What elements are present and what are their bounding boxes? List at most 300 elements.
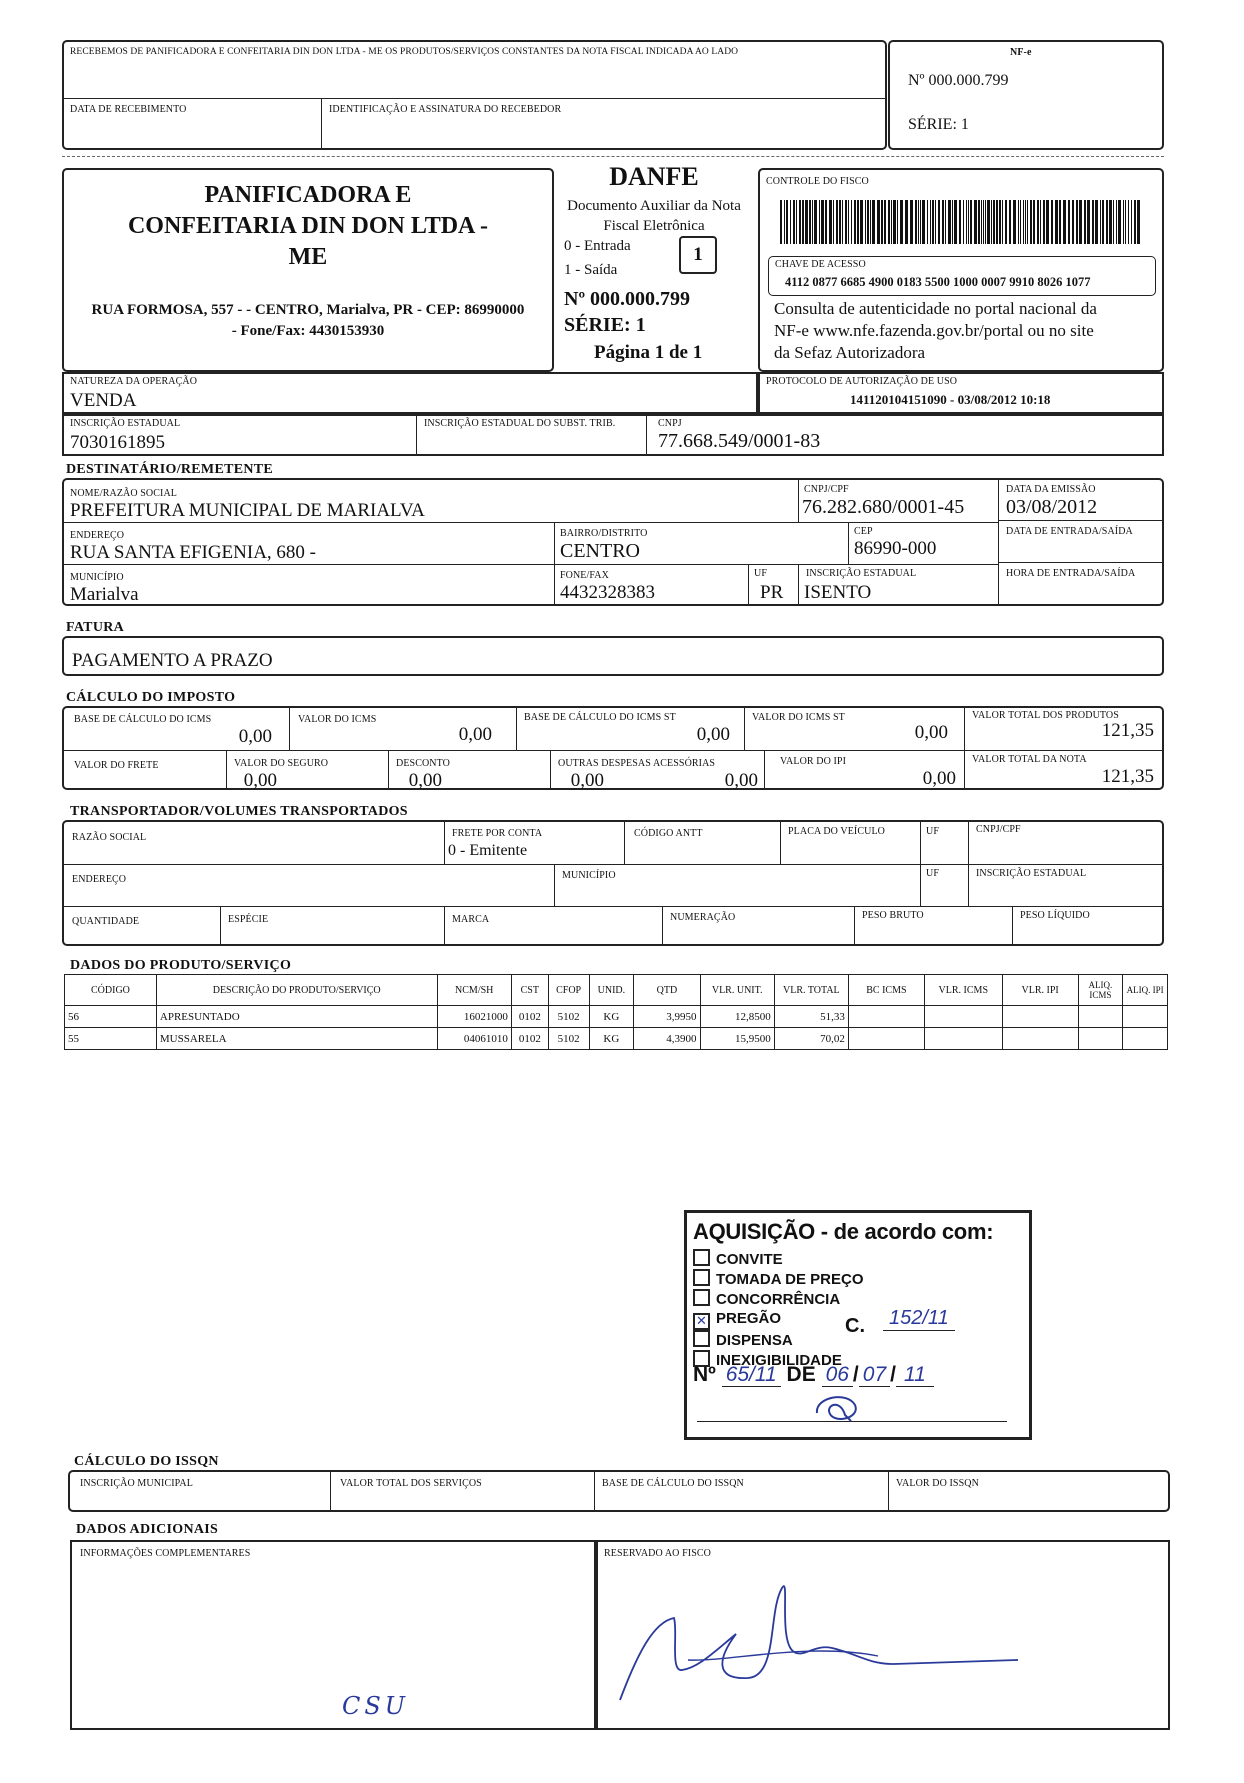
barcode-bar — [920, 200, 921, 244]
barcode-bar — [790, 200, 791, 244]
barcode-bar — [1005, 200, 1007, 244]
barcode-bar — [784, 200, 785, 244]
emitente-box — [62, 168, 554, 372]
trans-marca-label: MARCA — [452, 914, 490, 925]
barcode-bar — [910, 200, 913, 244]
dest-bairro-label: BAIRRO/DISTRITO — [560, 528, 648, 539]
col-aliq-icms: ALIQ. ICMS — [1078, 975, 1123, 1006]
trans-endereco-label: ENDEREÇO — [72, 874, 127, 885]
barcode-bar — [1068, 200, 1070, 244]
danfe-title: DANFE — [609, 162, 699, 191]
issqn-box — [68, 1470, 1170, 1512]
col-unid: UNID. — [589, 975, 634, 1006]
col-bc-icms: BC ICMS — [848, 975, 924, 1006]
checkbox-icon — [693, 1269, 710, 1286]
imposto-title: CÁLCULO DO IMPOSTO — [66, 690, 236, 705]
checkbox-icon — [693, 1330, 710, 1347]
data-recebimento-label: DATA DE RECEBIMENTO — [70, 104, 187, 115]
barcode-bar — [793, 200, 795, 244]
barcode-bar — [805, 200, 808, 244]
barcode-bar — [966, 200, 967, 244]
barcode-bar — [881, 200, 883, 244]
cell-cst: 0102 — [511, 1006, 548, 1028]
dest-cnpj: 76.282.680/0001-45 — [802, 496, 965, 518]
dest-municipio-label: MUNICÍPIO — [70, 572, 124, 583]
signature — [618, 1572, 1038, 1712]
barcode-bar — [991, 200, 992, 244]
stamp-option-label: PREGÃO — [716, 1310, 782, 1327]
stamp-option — [693, 1249, 864, 1269]
transportador-box — [62, 820, 1164, 946]
barcode-bar — [1059, 200, 1061, 244]
ie-label: INSCRIÇÃO ESTADUAL — [70, 418, 181, 429]
barcode-bar — [981, 200, 982, 244]
dest-ie-label: INSCRIÇÃO ESTADUAL — [806, 568, 917, 579]
fatura-texto: PAGAMENTO A PRAZO — [72, 650, 273, 671]
chave-label: CHAVE DE ACESSO — [775, 259, 866, 270]
aquisicao-stamp — [684, 1210, 1032, 1440]
dest-nome: PREFEITURA MUNICIPAL DE MARIALVA — [70, 500, 425, 521]
trans-peso-liquido-label: PESO LÍQUIDO — [1020, 910, 1090, 921]
barcode-bar — [1072, 200, 1074, 244]
cell-qtd: 4,3900 — [634, 1028, 700, 1050]
handwritten-note: CSU — [342, 1692, 410, 1720]
recebemos-text: RECEBEMOS DE PANIFICADORA E CONFEITARIA DIN DON LTDA - ME OS PRODUTOS/SERVIÇOS CONSTANTES DA NOTA FISCAL INDICADA AO LADO — [70, 47, 739, 57]
dest-endereco: RUA SANTA EFIGENIA, 680 - — [70, 542, 317, 563]
table-row — [65, 1028, 1168, 1050]
outras-label: OUTRAS DESPESAS ACESSÓRIAS — [558, 758, 716, 769]
chave-box — [768, 256, 1156, 296]
cell-vlr-icms — [924, 1006, 1002, 1028]
natureza-value: VENDA — [70, 390, 137, 411]
barcode-bar — [1025, 200, 1026, 244]
trans-frete-label: FRETE POR CONTA — [452, 828, 543, 839]
danfe-subtitle: Documento Auxiliar da Nota Fiscal Eletrônica — [567, 198, 741, 234]
cell-unid: KG — [589, 1028, 634, 1050]
barcode-bar — [1079, 200, 1082, 244]
dest-cep-label: CEP — [854, 526, 873, 537]
ipi-label: VALOR DO IPI — [780, 756, 847, 767]
dest-emissao-label: DATA DA EMISSÃO — [1006, 484, 1096, 495]
barcode-bar — [891, 200, 892, 244]
barcode-bar — [954, 200, 957, 244]
cell-descricao: APRESUNTADO — [156, 1006, 437, 1028]
barcode-bar — [1023, 200, 1024, 244]
issqn-valor-label: VALOR DO ISSQN — [896, 1478, 979, 1489]
barcode-bar — [922, 200, 925, 244]
cell-codigo: 56 — [65, 1006, 157, 1028]
barcode-bar — [802, 200, 804, 244]
barcode-bar — [854, 200, 856, 244]
barcode-bar — [1002, 200, 1003, 244]
dest-cnpj-label: CNPJ/CPF — [804, 484, 849, 495]
col-descricao: DESCRIÇÃO DO PRODUTO/SERVIÇO — [156, 975, 437, 1006]
barcode-bar — [799, 200, 801, 244]
barcode-bar — [821, 200, 824, 244]
issqn-total-label: VALOR TOTAL DOS SERVIÇOS — [340, 1478, 482, 1489]
barcode-bar — [1055, 200, 1058, 244]
barcode-bar — [1134, 200, 1136, 244]
barcode-bar — [993, 200, 995, 244]
destinatario-box — [62, 478, 1164, 606]
barcode-bar — [814, 200, 817, 244]
cell-cst: 0102 — [511, 1028, 548, 1050]
cell-aliq-ipi — [1123, 1028, 1168, 1050]
trans-antt-label: CÓDIGO ANTT — [634, 828, 703, 839]
trans-uf-label: UF — [926, 826, 939, 837]
barcode-bar — [897, 200, 898, 244]
cell-bc-icms — [848, 1006, 924, 1028]
barcode-bar — [1137, 200, 1140, 244]
protocolo-box — [758, 372, 1164, 414]
barcode-bar — [1027, 200, 1028, 244]
dest-uf-label: UF — [754, 568, 767, 579]
barcode-bar — [985, 200, 986, 244]
cell-qtd: 3,9950 — [634, 1006, 700, 1028]
trans-frete: 0 - Emitente — [448, 842, 528, 859]
dest-emissao: 03/08/2012 — [1006, 496, 1098, 518]
barcode-bar — [968, 200, 969, 244]
dest-endereco-label: ENDEREÇO — [70, 530, 125, 541]
issqn-inscricao-label: INSCRIÇÃO MUNICIPAL — [80, 1478, 193, 1489]
stamp-dia: 06 — [822, 1363, 853, 1387]
ie-value: 7030161895 — [70, 432, 165, 453]
col-cfop: CFOP — [548, 975, 589, 1006]
total-nota-label: VALOR TOTAL DA NOTA — [972, 754, 1087, 765]
cell-ncm: 16021000 — [437, 1006, 511, 1028]
trans-razao-label: RAZÃO SOCIAL — [72, 832, 147, 843]
barcode-bar — [839, 200, 841, 244]
valor-icms-label: VALOR DO ICMS — [298, 714, 377, 725]
stamp-option — [693, 1309, 864, 1330]
stamp-n-value: 65/11 — [722, 1363, 781, 1387]
barcode-bar — [938, 200, 940, 244]
barcode-bar — [870, 200, 871, 244]
barcode-bar — [1092, 200, 1094, 244]
dest-hora-label: HORA DE ENTRADA/SAÍDA — [1006, 568, 1136, 579]
dest-fone: 4432328383 — [560, 582, 655, 603]
barcode-bar — [983, 200, 984, 244]
stamp-ano: 11 — [896, 1363, 934, 1387]
cell-vlr-total: 51,33 — [774, 1006, 848, 1028]
seguro: 0,00 — [408, 770, 442, 791]
barcode-bar — [845, 200, 847, 244]
barcode-bar — [1100, 200, 1101, 244]
checked-checkbox-icon: ✕ — [693, 1313, 710, 1330]
base-icms-st-label: BASE DE CÁLCULO DO ICMS ST — [524, 712, 676, 723]
barcode-bar — [1125, 200, 1126, 244]
barcode-bar — [1033, 200, 1035, 244]
outras: 0,00 — [724, 770, 758, 791]
cell-vlr-ipi — [1002, 1006, 1078, 1028]
barcode-bar — [1040, 200, 1041, 244]
danfe-numero: Nº 000.000.799 — [564, 288, 691, 310]
barcode-bar — [1043, 200, 1045, 244]
barcode-bar — [915, 200, 917, 244]
barcode-bar — [1051, 200, 1053, 244]
col-vlr-icms: VLR. ICMS — [924, 975, 1002, 1006]
total-nota: 121,35 — [1101, 766, 1154, 787]
stamp-option-label: INEXIGIBILIDADE — [716, 1352, 842, 1369]
valor-icms-st: 0,00 — [914, 722, 948, 743]
cell-aliq-icms — [1078, 1028, 1123, 1050]
cell-cfop: 5102 — [548, 1006, 589, 1028]
barcode-bar — [1109, 200, 1112, 244]
dest-entrada-saida-label: DATA DE ENTRADA/SAÍDA — [1006, 526, 1133, 537]
stamp-de-label: DE — [786, 1363, 816, 1386]
barcode-bar — [942, 200, 944, 244]
info-label: INFORMAÇÕES COMPLEMENTARES — [80, 1548, 251, 1559]
barcode-bar — [872, 200, 875, 244]
danfe-entrada: 0 - Entrada — [564, 238, 631, 254]
canhoto-serie: SÉRIE: 1 — [908, 116, 969, 133]
natureza-label: NATUREZA DA OPERAÇÃO — [70, 376, 198, 387]
issqn-base-label: BASE DE CÁLCULO DO ISSQN — [602, 1478, 744, 1489]
stamp-title: AQUISIÇÃO - de acordo com: — [693, 1219, 994, 1244]
barcode-bar — [1084, 200, 1086, 244]
trans-numeracao-label: NUMERAÇÃO — [670, 912, 736, 923]
barcode-bar — [952, 200, 953, 244]
cell-vlr-ipi — [1002, 1028, 1078, 1050]
trans-peso-bruto-label: PESO BRUTO — [862, 910, 924, 921]
frete: 0,00 — [243, 770, 277, 791]
produtos-table — [64, 974, 1168, 1050]
issqn-title: CÁLCULO DO ISSQN — [74, 1454, 219, 1469]
protocolo-label: PROTOCOLO DE AUTORIZAÇÃO DE USO — [766, 376, 958, 387]
barcode-bar — [996, 200, 998, 244]
canhoto-box — [62, 40, 887, 150]
barcode-bar — [1106, 200, 1108, 244]
stamp-option-label: CONCORRÊNCIA — [716, 1291, 841, 1308]
col-cst: CST — [511, 975, 548, 1006]
danfe-block — [554, 162, 754, 372]
barcode-bar — [867, 200, 869, 244]
barcode-bar — [932, 200, 934, 244]
base-icms: 0,00 — [238, 726, 272, 747]
destinatario-title: DESTINATÁRIO/REMETENTE — [66, 462, 274, 477]
col-aliq-ipi: ALIQ. IPI — [1123, 975, 1168, 1006]
stamp-option-label: CONVITE — [716, 1251, 783, 1268]
col-codigo: CÓDIGO — [65, 975, 157, 1006]
ie-box — [62, 414, 1164, 456]
barcode-bar — [1037, 200, 1039, 244]
barcode-bar — [987, 200, 990, 244]
adicionais-title: DADOS ADICIONAIS — [76, 1522, 219, 1537]
barcode-bar — [963, 200, 964, 244]
natureza-box — [62, 372, 758, 414]
valor-icms: 0,00 — [458, 724, 492, 745]
dest-cep: 86990-000 — [854, 538, 937, 559]
cell-descricao: MUSSARELA — [156, 1028, 437, 1050]
dest-uf: PR — [760, 582, 784, 603]
dest-nome-label: NOME/RAZÃO SOCIAL — [70, 488, 177, 499]
emitente-nome: PANIFICADORA E CONFEITARIA DIN DON LTDA - ME — [127, 182, 489, 270]
barcode-bar — [786, 200, 788, 244]
barcode-bar — [825, 200, 827, 244]
barcode-bar — [974, 200, 977, 244]
dest-ie: ISENTO — [804, 582, 872, 603]
danfe-pagina: Página 1 de 1 — [594, 342, 703, 363]
base-icms-st: 0,00 — [696, 724, 730, 745]
barcode-bar — [1095, 200, 1098, 244]
frete-label: VALOR DO FRETE — [74, 760, 159, 771]
trans-especie-label: ESPÉCIE — [228, 914, 269, 925]
barcode-bar — [842, 200, 843, 244]
stamp-option — [693, 1289, 864, 1309]
cell-ncm: 04061010 — [437, 1028, 511, 1050]
cell-aliq-icms — [1078, 1006, 1123, 1028]
dest-municipio: Marialva — [70, 584, 139, 605]
barcode-bar — [819, 200, 820, 244]
stamp-n-label: Nº — [693, 1363, 716, 1386]
barcode-bar — [1087, 200, 1090, 244]
base-icms-label: BASE DE CÁLCULO DO ICMS — [74, 714, 212, 725]
trans-ie-label: INSCRIÇÃO ESTADUAL — [976, 868, 1087, 879]
valor-icms-st-label: VALOR DO ICMS ST — [752, 712, 845, 723]
barcode-bar — [1009, 200, 1011, 244]
barcode-bar — [1020, 200, 1021, 244]
cnpj-value: 77.668.549/0001-83 — [658, 430, 821, 452]
desconto-label: DESCONTO — [396, 758, 450, 769]
dest-bairro: CENTRO — [560, 540, 640, 562]
fatura-title: FATURA — [66, 620, 125, 635]
cell-codigo: 55 — [65, 1028, 157, 1050]
stamp-option — [693, 1269, 864, 1289]
cell-vlr-unit: 12,8500 — [700, 1006, 774, 1028]
stamp-option-label: DISPENSA — [716, 1332, 793, 1349]
danfe-tipo-box: 1 — [679, 236, 717, 274]
trans-quantidade-label: QUANTIDADE — [72, 916, 140, 927]
total-produtos: 121,35 — [1101, 720, 1154, 741]
barcode-bar — [857, 200, 859, 244]
transportador-title: TRANSPORTADOR/VOLUMES TRANSPORTADOS — [70, 804, 408, 819]
barcode-bar — [1123, 200, 1124, 244]
emitente-endereco: RUA FORMOSA, 557 - - CENTRO, Marialva, PR - CEP: 86990000 - Fone/Fax: 4430153930 — [91, 302, 525, 339]
stamp-initials — [807, 1389, 867, 1429]
barcode-bar — [836, 200, 838, 244]
fatura-box — [62, 636, 1164, 676]
consulta-text: Consulta de autenticidade no portal nacional da NF-e www.nfe.fazenda.gov.br/portal ou no site da Sefaz Autorizadora — [774, 299, 1097, 362]
seguro-label: VALOR DO SEGURO — [234, 758, 329, 769]
col-qtd: QTD — [634, 975, 700, 1006]
barcode-bar — [959, 200, 961, 244]
cell-bc-icms — [848, 1028, 924, 1050]
barcode-bar — [893, 200, 896, 244]
barcode-bar — [1116, 200, 1117, 244]
barcode-bar — [1063, 200, 1066, 244]
barcode-bar — [935, 200, 936, 244]
barcode-bar — [1013, 200, 1016, 244]
barcode-bar — [1030, 200, 1032, 244]
imposto-box — [62, 706, 1164, 790]
stamp-option-label: TOMADA DE PREÇO — [716, 1271, 864, 1288]
cell-vlr-total: 70,02 — [774, 1028, 848, 1050]
barcode-bar — [796, 200, 797, 244]
barcode-bar — [829, 200, 832, 244]
protocolo-value: 141120104151090 - 03/08/2012 10:18 — [850, 392, 1051, 407]
barcode-bar — [812, 200, 813, 244]
identificacao-label: IDENTIFICAÇÃO E ASSINATURA DO RECEBEDOR — [329, 104, 562, 115]
barcode-bar — [860, 200, 863, 244]
stamp-option — [693, 1330, 864, 1350]
barcode-bar — [918, 200, 919, 244]
barcode-bar — [884, 200, 886, 244]
barcode-bar — [1118, 200, 1121, 244]
barcode-bar — [905, 200, 908, 244]
stamp-options — [693, 1249, 864, 1370]
nfe-label: NF-e — [1010, 47, 1032, 58]
trans-placa-label: PLACA DO VEÍCULO — [788, 826, 885, 837]
total-produtos-label: VALOR TOTAL DOS PRODUTOS — [972, 710, 1119, 721]
barcode-bar — [945, 200, 946, 244]
barcode-bar — [1018, 200, 1019, 244]
ie-st-label: INSCRIÇÃO ESTADUAL DO SUBST. TRIB. — [424, 418, 616, 429]
barcode-bar — [848, 200, 849, 244]
dest-fone-label: FONE/FAX — [560, 570, 609, 581]
col-vlr-ipi: VLR. IPI — [1002, 975, 1078, 1006]
barcode-bar — [851, 200, 852, 244]
canhoto-nfe-box — [888, 40, 1164, 150]
trans-municipio-label: MUNICÍPIO — [562, 870, 616, 881]
barcode-bar — [970, 200, 972, 244]
barcode-bar — [865, 200, 866, 244]
barcode-bar — [1102, 200, 1104, 244]
danfe-saida: 1 - Saída — [564, 262, 618, 278]
info-complementares-box — [70, 1540, 596, 1730]
barcode-bar — [1046, 200, 1049, 244]
cell-unid: KG — [589, 1006, 634, 1028]
trans-uf2-label: UF — [926, 868, 939, 879]
canhoto-numero: Nº 000.000.799 — [908, 72, 1009, 89]
barcode-bar — [1113, 200, 1114, 244]
table-row — [65, 1006, 1168, 1028]
barcode-bar — [948, 200, 951, 244]
barcode-bar — [780, 200, 782, 244]
barcode-bar — [900, 200, 903, 244]
desconto: 0,00 — [570, 770, 604, 791]
stamp-c-label: C. — [845, 1315, 865, 1337]
fisco-box — [758, 168, 1164, 372]
barcode-bar — [833, 200, 834, 244]
cell-cfop: 5102 — [548, 1028, 589, 1050]
controle-fisco-label: CONTROLE DO FISCO — [766, 176, 869, 187]
col-ncm: NCM/SH — [437, 975, 511, 1006]
barcode-bar — [809, 200, 811, 244]
barcode-bar — [888, 200, 890, 244]
stamp-mes: 07 — [859, 1363, 890, 1387]
reservado-fisco-box — [596, 1540, 1170, 1730]
col-vlr-unit: VLR. UNIT. — [700, 975, 774, 1006]
produtos-header-row — [65, 975, 1168, 1006]
barcode-bar — [1131, 200, 1132, 244]
cell-vlr-icms — [924, 1028, 1002, 1050]
cnpj-label: CNPJ — [658, 418, 682, 429]
barcode-bar — [999, 200, 1001, 244]
barcode — [780, 200, 1142, 244]
checkbox-icon — [693, 1289, 710, 1306]
barcode-bar — [930, 200, 931, 244]
ipi: 0,00 — [922, 768, 956, 789]
barcode-bar — [978, 200, 980, 244]
barcode-bar — [927, 200, 928, 244]
checkbox-icon — [693, 1249, 710, 1266]
barcode-bar — [877, 200, 880, 244]
cell-aliq-ipi — [1123, 1006, 1168, 1028]
col-vlr-total: VLR. TOTAL — [774, 975, 848, 1006]
reservado-label: RESERVADO AO FISCO — [604, 1548, 711, 1559]
cell-vlr-unit: 15,9500 — [700, 1028, 774, 1050]
danfe-serie: SÉRIE: 1 — [564, 314, 646, 336]
